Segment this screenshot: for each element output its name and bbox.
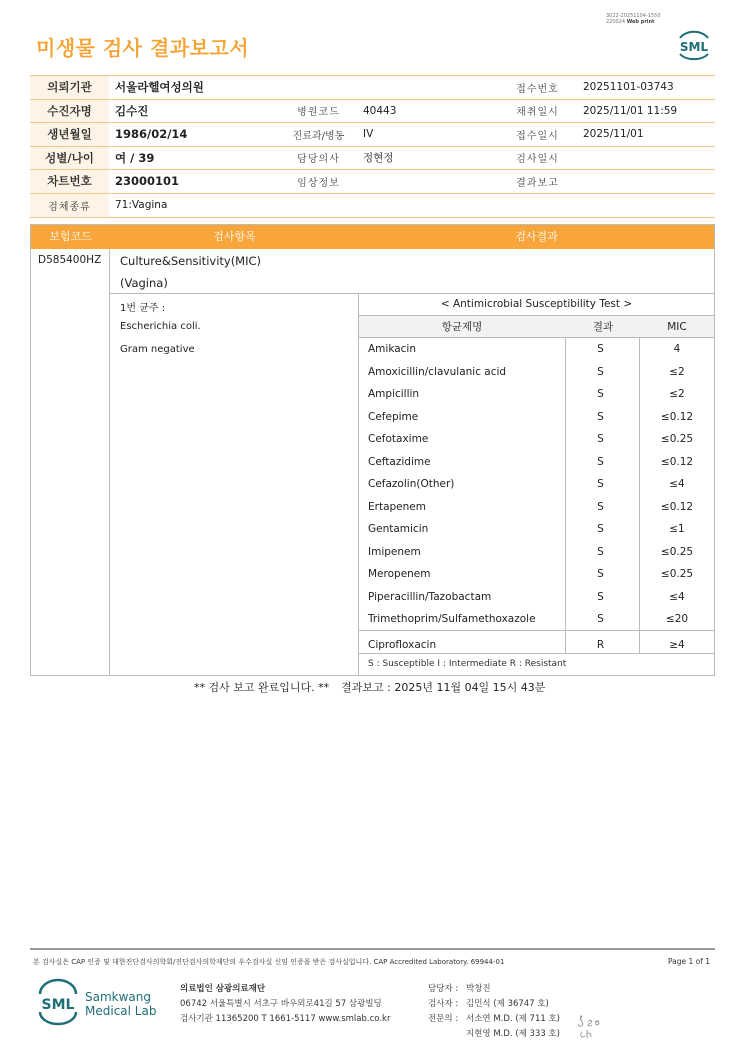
document-code-line1: 3022-20251104-1550 bbox=[606, 13, 661, 19]
results-header bbox=[31, 225, 714, 249]
report-label: 결과보고 bbox=[498, 170, 577, 194]
ast-row bbox=[359, 541, 714, 564]
test-name: Culture&Sensitivity(MIC) bbox=[120, 254, 262, 268]
antibiotic-name: Cefepime bbox=[368, 410, 419, 423]
ast-row bbox=[359, 586, 714, 609]
name-label: 수진자명 bbox=[30, 99, 109, 123]
name-value: 김수진 bbox=[109, 99, 280, 123]
sml-logo-icon bbox=[674, 26, 714, 62]
staff-tester: 검사자 : 김민식 (제 36747 호) bbox=[428, 999, 549, 1009]
ast-row bbox=[359, 428, 714, 451]
antibiotic-mic: ≤0.12 bbox=[660, 500, 694, 513]
antibiotic-mic: ≤4 bbox=[669, 478, 685, 490]
signature-icon bbox=[576, 1010, 610, 1040]
staff-specialist-2: 지현영 M.D. (제 333 호) bbox=[466, 1029, 561, 1039]
staff-info bbox=[428, 982, 560, 1042]
document-code bbox=[606, 13, 661, 25]
organism-gram: Gram negative bbox=[120, 344, 195, 355]
antibiotic-name: Ampicillin bbox=[368, 388, 420, 400]
antibiotic-result: S bbox=[597, 388, 604, 400]
ast-col-mic: MIC bbox=[667, 321, 687, 333]
insurance-code: D585400HZ bbox=[38, 254, 102, 266]
staff-specialist: 전문의 : 서소연 M.D. (제 711 호) bbox=[428, 1014, 561, 1024]
clinical-value bbox=[357, 170, 498, 194]
receipt-no-label: 접수번호 bbox=[498, 76, 577, 100]
antibiotic-name: Ertapenem bbox=[368, 500, 426, 513]
requester-label: 의뢰기관 bbox=[30, 76, 109, 100]
birth-value: 1986/02/14 bbox=[109, 123, 280, 147]
antibiotic-result: S bbox=[597, 613, 604, 625]
org-name: 의료법인 삼광의료재단 bbox=[180, 984, 266, 994]
antibiotic-name: Cefazolin(Other) bbox=[368, 478, 455, 490]
antibiotic-result: S bbox=[597, 365, 604, 378]
receive-date-value: 2025/11/01 bbox=[577, 123, 715, 147]
receive-date-label: 접수일시 bbox=[498, 123, 577, 147]
ast-legend: S : Susceptible I : Intermediate R : Resistant bbox=[368, 659, 567, 669]
ast-header bbox=[359, 316, 714, 338]
ast-row bbox=[359, 451, 714, 474]
patient-info-table bbox=[30, 75, 715, 218]
org-contact: 검사기관 11365200 T 1661-5117 www.smlab.co.kr bbox=[180, 1014, 391, 1024]
antibiotic-result: R bbox=[596, 638, 605, 651]
antibiotic-result: S bbox=[597, 478, 604, 490]
info-row-sex-age bbox=[30, 146, 715, 170]
chart-value: 23000101 bbox=[109, 170, 280, 194]
antibiotic-mic: 4 bbox=[673, 343, 681, 355]
ast-row bbox=[359, 518, 714, 541]
col-insurance-code: 보험코드 bbox=[49, 230, 92, 243]
doctor-value: 정현정 bbox=[357, 146, 498, 170]
ast-title: < Antimicrobial Susceptibility Test > bbox=[359, 293, 714, 316]
page-number: Page 1 of 1 bbox=[668, 957, 711, 966]
document-code-line2: 220024 Web print bbox=[606, 19, 655, 25]
report-value bbox=[577, 170, 715, 194]
collect-date-label: 채취일시 bbox=[498, 99, 577, 123]
antibiotic-result: S bbox=[597, 590, 604, 603]
staff-manager: 담당자 : 박창진 bbox=[428, 984, 491, 994]
antibiotic-mic: ≤2 bbox=[669, 365, 685, 378]
test-date-label: 검사일시 bbox=[498, 146, 577, 170]
brand-line2: Medical Lab bbox=[85, 1004, 157, 1018]
antibiotic-name: Meropenem bbox=[368, 568, 431, 580]
antibiotic-result: S bbox=[597, 343, 604, 355]
antibiotic-result: S bbox=[597, 410, 604, 423]
receipt-no-value: 20251101-03743 bbox=[577, 76, 715, 100]
ast-row bbox=[359, 361, 714, 384]
chart-label: 차트번호 bbox=[30, 170, 109, 194]
divider bbox=[109, 249, 110, 675]
antibiotic-name: Imipenem bbox=[368, 545, 421, 558]
antibiotic-mic: ≤0.25 bbox=[660, 545, 694, 558]
report-time: 결과보고 : 2025년 11월 04일 15시 43분 bbox=[341, 681, 546, 694]
antibiotic-name: Ciprofloxacin bbox=[368, 638, 437, 651]
sex-age-value: 여 / 39 bbox=[109, 146, 280, 170]
col-test-result: 검사결과 bbox=[515, 230, 558, 243]
antibiotic-mic: ≤0.25 bbox=[660, 433, 694, 445]
antibiotic-name: Gentamicin bbox=[368, 523, 429, 535]
ast-row bbox=[359, 406, 714, 429]
samkwang-logo-icon bbox=[36, 978, 80, 1026]
antibiotic-result: S bbox=[597, 545, 604, 558]
ast-row bbox=[359, 496, 714, 519]
sex-age-label: 성별/나이 bbox=[30, 146, 109, 170]
report-title: 미생물 검사 결과보고서 bbox=[36, 36, 250, 60]
results-panel bbox=[30, 224, 715, 676]
dept-value: IV bbox=[357, 123, 498, 147]
clinical-label: 임상정보 bbox=[280, 170, 357, 194]
antibiotic-name: Ceftazidime bbox=[368, 455, 431, 468]
antibiotic-mic: ≥4 bbox=[669, 638, 685, 651]
test-date-value bbox=[577, 146, 715, 170]
svg-text:SML: SML bbox=[679, 40, 709, 54]
ast-row bbox=[359, 563, 714, 586]
antibiotic-name: Amikacin bbox=[368, 343, 417, 355]
certification-note: 본 검사실은 CAP 인증 및 대한진단검사의학회/진단검사의학재단의 우수검사실 신임 인증을 받은 검사실입니다. CAP Accredited Laboratory. 69944-01 bbox=[33, 958, 505, 966]
antibiotic-result: S bbox=[597, 500, 604, 513]
info-row-requester bbox=[30, 76, 715, 100]
test-site: (Vagina) bbox=[120, 276, 168, 290]
antibiotic-mic: ≤2 bbox=[669, 388, 685, 400]
antibiotic-result: S bbox=[597, 568, 604, 580]
brand-name bbox=[85, 990, 156, 1018]
antibiotic-result: S bbox=[597, 523, 604, 535]
birth-label: 생년월일 bbox=[30, 123, 109, 147]
col-test-item: 검사항목 bbox=[213, 230, 256, 243]
org-address: 06742 서울특별시 서초구 바우뫼로41길 57 삼광빌딩 bbox=[180, 999, 382, 1009]
ast-row bbox=[359, 383, 714, 406]
ast-row bbox=[359, 608, 714, 631]
svg-text:SML: SML bbox=[41, 997, 75, 1013]
report-completion bbox=[194, 679, 545, 695]
organism-label: 1번 균주 : bbox=[120, 303, 166, 314]
antibiotic-mic: ≤1 bbox=[669, 523, 685, 535]
antibiotic-result: S bbox=[597, 455, 604, 468]
antibiotic-name: Amoxicillin/clavulanic acid bbox=[368, 365, 507, 378]
brand-line1: Samkwang bbox=[85, 990, 151, 1004]
ast-row bbox=[359, 338, 714, 361]
antibiotic-name: Cefotaxime bbox=[368, 433, 429, 445]
collect-date-value: 2025/11/01 11:59 bbox=[577, 99, 715, 123]
specimen-value: 71:Vagina bbox=[109, 193, 715, 217]
completion-text: ** 검사 보고 완료입니다. ** bbox=[194, 681, 330, 694]
info-row-chart bbox=[30, 170, 715, 194]
specimen-label: 검체종류 bbox=[30, 193, 109, 217]
antibiotic-name: Trimethoprim/Sulfamethoxazole bbox=[368, 613, 536, 625]
requester-value: 서울라헬여성의원 bbox=[109, 76, 498, 100]
ast-row bbox=[359, 473, 714, 496]
antibiotic-mic: ≤4 bbox=[669, 590, 685, 603]
ast-col-drug: 항균제명 bbox=[441, 321, 483, 333]
doctor-label: 담당의사 bbox=[280, 146, 357, 170]
antibiotic-mic: ≤20 bbox=[665, 613, 689, 625]
antibiotic-name: Piperacillin/Tazobactam bbox=[368, 590, 492, 603]
hospital-code-value: 40443 bbox=[357, 99, 498, 123]
antibiotic-mic: ≤0.12 bbox=[660, 410, 694, 423]
antibiotic-mic: ≤0.12 bbox=[660, 455, 694, 468]
hospital-code-label: 병원코드 bbox=[280, 99, 357, 123]
footer-divider bbox=[30, 948, 715, 950]
dept-label: 진료과/병동 bbox=[280, 123, 357, 147]
ast-col-result: 결과 bbox=[592, 321, 614, 333]
antibiotic-result: S bbox=[597, 433, 604, 445]
info-row-birth bbox=[30, 123, 715, 147]
info-row-name bbox=[30, 99, 715, 123]
organism-name: Escherichia coli. bbox=[120, 321, 201, 332]
antibiotic-mic: ≤0.25 bbox=[660, 568, 694, 580]
info-row-specimen bbox=[30, 193, 715, 217]
organization-info bbox=[180, 982, 390, 1027]
